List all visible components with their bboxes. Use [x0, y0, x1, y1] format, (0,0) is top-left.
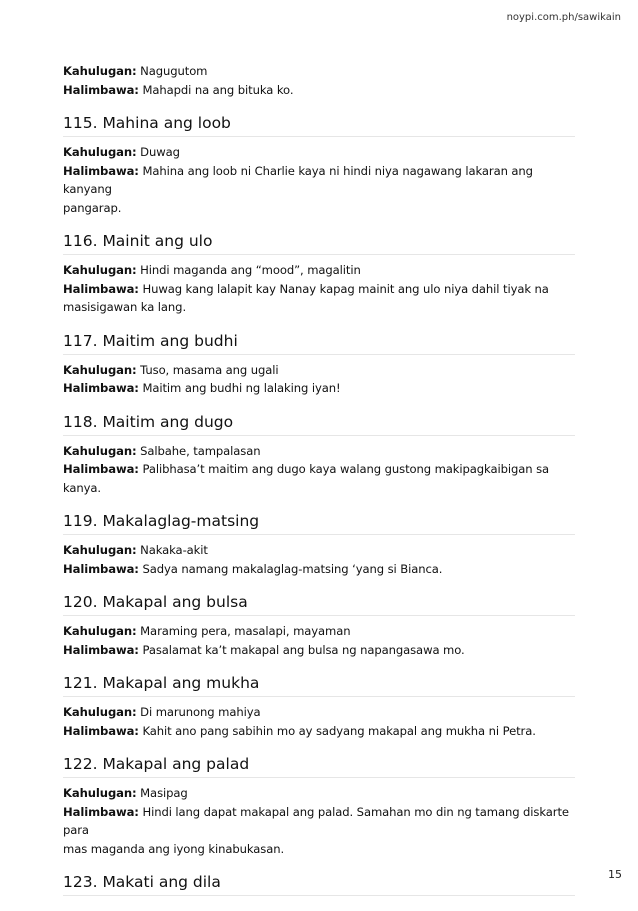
sawikain-entry: [63, 232, 575, 317]
example-line: [63, 199, 575, 218]
entry-title: 115. Mahina ang loob: [63, 114, 575, 137]
example-text: Mahina ang loob ni Charlie kaya ni hindi niya nagawang lakaran ang kanyang: [63, 163, 533, 196]
sawikain-entry: [63, 512, 575, 578]
example-label: Halimbawa:: [63, 163, 139, 178]
sawikain-entry: [63, 755, 575, 858]
example-label: Halimbawa:: [63, 642, 139, 657]
example-text: mas maganda ang iyong kinabukasan.: [63, 841, 285, 856]
example-label: Halimbawa:: [63, 82, 139, 97]
example-text: Sadya namang makalaglag-matsing ‘yang si Bianca.: [142, 561, 443, 576]
meaning-text: Nakaka-akit: [140, 543, 208, 557]
meaning-label: Kahulugan:: [63, 263, 137, 277]
example-line: [63, 280, 575, 299]
example-text: Pasalamat ka’t makapal ang bulsa ng napangasawa mo.: [142, 642, 465, 657]
example-line: [63, 840, 575, 859]
meaning-text: Di marunong mahiya: [140, 705, 261, 719]
example-text: Hindi lang dapat makapal ang palad. Samahan mo din ng tamang diskarte para: [63, 804, 569, 837]
entry-title: 120. Makapal ang bulsa: [63, 593, 575, 616]
sawikain-entry: [63, 593, 575, 659]
entries-list: [63, 114, 575, 896]
entry-title: 117. Maitim ang budhi: [63, 332, 575, 355]
example-label: Halimbawa:: [63, 381, 139, 395]
meaning-line: [63, 703, 575, 722]
example-line: [63, 803, 575, 840]
meaning-label: Kahulugan:: [63, 145, 137, 159]
meaning-label: Kahulugan:: [63, 786, 137, 800]
entry-title: 122. Makapal ang palad: [63, 755, 575, 778]
example-label: Halimbawa:: [63, 281, 139, 296]
example-line: [63, 460, 575, 497]
meaning-text: Hindi maganda ang “mood”, magalitin: [140, 263, 361, 277]
page-number: 15: [608, 868, 622, 881]
example-label: Halimbawa:: [63, 804, 139, 819]
meaning-line: [63, 784, 575, 803]
meaning-line: [63, 261, 575, 280]
example-text: Mahapdi na ang bituka ko.: [142, 82, 294, 97]
meaning-line: [63, 622, 575, 641]
meaning-label: Kahulugan:: [63, 443, 137, 458]
example-text: Kahit ano pang sabihin mo ay sadyang makapal ang mukha ni Petra.: [142, 723, 536, 738]
example-text: Huwag kang lalapit kay Nanay kapag mainit ang ulo niya dahil tiyak na: [142, 281, 549, 296]
sawikain-entry: [63, 114, 575, 217]
meaning-line: [63, 143, 575, 162]
meaning-line: [63, 361, 575, 380]
example-label: Halimbawa:: [63, 462, 139, 476]
example-line: [63, 641, 575, 660]
intro-entry: [63, 62, 575, 99]
meaning-text: Masipag: [140, 786, 188, 800]
meaning-label: Kahulugan:: [63, 543, 137, 557]
entry-title: 121. Makapal ang mukha: [63, 674, 575, 697]
meaning-line: [63, 541, 575, 560]
sawikain-entry: [63, 674, 575, 740]
example-line: [63, 722, 575, 741]
meaning-label: Kahulugan:: [63, 64, 137, 78]
meaning-text: Nagugutom: [140, 64, 208, 78]
example-label: Halimbawa:: [63, 561, 139, 576]
sawikain-entry: [63, 413, 575, 498]
meaning-text: Tuso, masama ang ugali: [140, 362, 279, 377]
document-content: [63, 62, 575, 911]
entry-title: 116. Mainit ang ulo: [63, 232, 575, 255]
entry-title: 123. Makati ang dila: [63, 873, 575, 896]
entry-title: 119. Makalaglag-matsing: [63, 512, 575, 535]
example-text: Palibhasa’t maitim ang dugo kaya walang gustong makipagkaibigan sa kanya.: [63, 462, 550, 495]
meaning-label: Kahulugan:: [63, 624, 137, 638]
meaning-text: Maraming pera, masalapi, mayaman: [140, 624, 351, 638]
meaning-line: [63, 442, 575, 461]
meaning-line: [63, 62, 575, 81]
example-label: Halimbawa:: [63, 723, 139, 738]
example-text: pangarap.: [63, 200, 122, 215]
example-text: masisigawan ka lang.: [63, 300, 187, 314]
sawikain-entry: [63, 332, 575, 398]
example-line: [63, 162, 575, 199]
meaning-label: Kahulugan:: [63, 362, 137, 377]
meaning-label: Kahulugan:: [63, 705, 137, 719]
example-text: Maitim ang budhi ng lalaking iyan!: [142, 381, 341, 395]
example-line: [63, 298, 575, 317]
example-line: [63, 379, 575, 398]
sawikain-entry: [63, 873, 575, 896]
example-line: [63, 81, 575, 100]
entry-title: 118. Maitim ang dugo: [63, 413, 575, 436]
source-url: noypi.com.ph/sawikain: [506, 12, 621, 23]
example-line: [63, 560, 575, 579]
meaning-text: Duwag: [140, 145, 180, 159]
meaning-text: Salbahe, tampalasan: [140, 443, 261, 458]
